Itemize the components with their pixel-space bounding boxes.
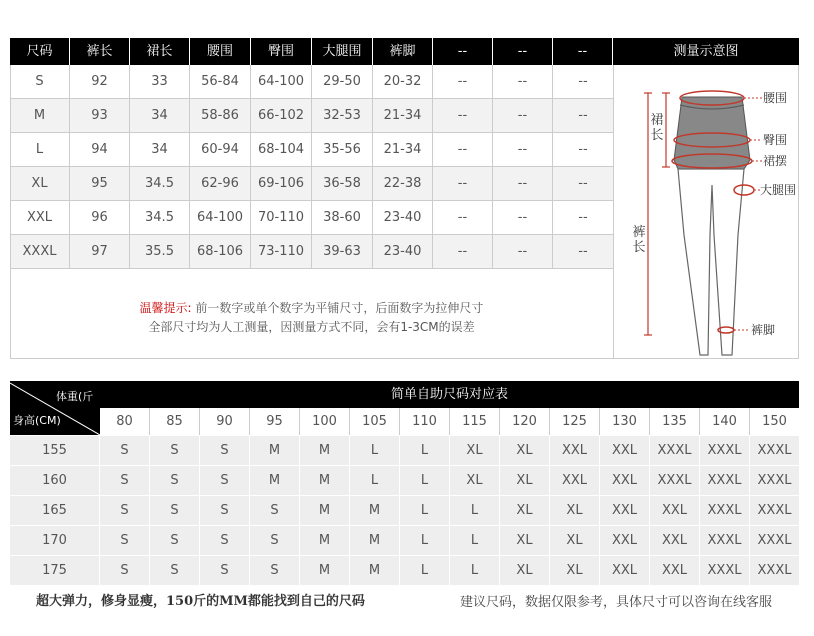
leggings-shape — [678, 169, 744, 355]
label-hip: 臀围 — [763, 133, 788, 147]
size-suggestion-cell: S — [200, 466, 250, 495]
size-cell: -- — [578, 142, 588, 157]
size-cell: -- — [493, 65, 553, 98]
size-cell: 56-84 — [190, 65, 251, 98]
diagram-title: 测量示意图 — [673, 44, 739, 59]
size-suggestion-cell: XXXL — [700, 526, 750, 555]
header-cell: 裤脚 — [373, 38, 433, 65]
size-cell: 34.5 — [130, 167, 190, 200]
size-cell: -- — [578, 108, 588, 123]
size-cell: 33 — [130, 65, 190, 98]
height-row — [10, 555, 799, 585]
header-cell: 臀围 — [251, 38, 312, 65]
size-cell: L — [10, 133, 70, 166]
size-cell: 64-100 — [190, 201, 251, 234]
label-pants-length: 裤长 — [632, 225, 646, 255]
size-cell: 35.5 — [130, 235, 190, 268]
size-suggestion-cell: L — [400, 496, 450, 525]
size-suggestion-cell: S — [250, 556, 300, 585]
size-suggestion-cell: S — [250, 496, 300, 525]
weight-cell: 120 — [500, 408, 550, 435]
size-cell: -- — [433, 133, 493, 166]
size-suggestion-cell: XL — [500, 526, 550, 555]
size-cell: -- — [433, 167, 493, 200]
label-leg-opening: 裤脚 — [751, 323, 776, 337]
size-suggestion-cell: XXL — [600, 466, 650, 495]
size-suggestion-cell: XXXL — [700, 436, 750, 465]
size-cell: 34 — [130, 133, 190, 166]
size-suggestion-cell: S — [100, 436, 150, 465]
size-suggestion-cell: XXL — [600, 526, 650, 555]
size-cell: -- — [578, 176, 588, 191]
size-suggestion-cell: S — [250, 526, 300, 555]
size-suggestion-cell: XXL — [550, 466, 600, 495]
weight-cell: 115 — [450, 408, 500, 435]
size-suggestion-cell: XL — [550, 496, 600, 525]
size-suggestion-cell: L — [350, 436, 400, 465]
weight-cell: 80 — [100, 408, 150, 435]
size-row — [10, 235, 613, 269]
size-cell: 21-34 — [373, 133, 433, 166]
size-suggestion-cell: XXL — [650, 556, 700, 585]
size-cell: 62-96 — [190, 167, 251, 200]
size-suggestion-cell: L — [450, 496, 500, 525]
size-suggestion-cell: L — [400, 436, 450, 465]
size-cell: -- — [493, 167, 553, 200]
weight-cell: 85 — [150, 408, 200, 435]
size-suggestion-cell: S — [100, 466, 150, 495]
height-cell: 155 — [10, 436, 100, 465]
size-suggestion-cell: M — [300, 436, 350, 465]
size-cell: 92 — [70, 65, 130, 98]
size-suggestion-cell: L — [450, 526, 500, 555]
size-cell: 58-86 — [190, 99, 251, 132]
size-cell: 69-106 — [251, 167, 312, 200]
size-cell: 96 — [70, 201, 130, 234]
size-suggestion-cell: S — [200, 496, 250, 525]
header-cell: 大腿围 — [312, 38, 373, 65]
size-row — [10, 167, 613, 201]
size-suggestion-cell: XXXL — [750, 496, 799, 525]
size-suggestion-cell: XXL — [550, 436, 600, 465]
size-cell: 23-40 — [373, 235, 433, 268]
size-cell: 38-60 — [312, 201, 373, 234]
size-cell: -- — [578, 74, 588, 89]
size-suggestion-cell: XXL — [600, 436, 650, 465]
header-cell: 腰围 — [190, 38, 251, 65]
size-cell: 66-102 — [251, 99, 312, 132]
height-cell: 165 — [10, 496, 100, 525]
size-row — [10, 65, 613, 99]
size-notes — [10, 271, 613, 359]
footer-slogan: 超大弹力，修身显瘦，150斤的MM都能找到自己的尺码 — [36, 594, 365, 609]
size-suggestion-cell: L — [400, 556, 450, 585]
size-suggestion-cell: XXXL — [750, 436, 799, 465]
size-suggestion-cell: S — [150, 496, 200, 525]
size-suggestion-cell: L — [450, 556, 500, 585]
size-cell: -- — [493, 99, 553, 132]
size-cell: 93 — [70, 99, 130, 132]
weight-cell: 100 — [300, 408, 350, 435]
size-cell: -- — [493, 133, 553, 166]
label-thigh: 大腿围 — [760, 183, 797, 197]
size-cell: 21-34 — [373, 99, 433, 132]
size-suggestion-cell: XXXL — [700, 556, 750, 585]
label-skirt-hem: 裙摆 — [763, 154, 788, 168]
size-suggestion-cell: M — [300, 556, 350, 585]
size-cell: -- — [433, 201, 493, 234]
size-suggestion-cell: M — [250, 436, 300, 465]
height-axis-label: 身高(CM) — [13, 414, 61, 427]
leggings-illustration — [614, 65, 799, 359]
weight-cell: 90 — [200, 408, 250, 435]
header-cell: 裤长 — [70, 38, 130, 65]
size-suggestion-cell: XL — [550, 556, 600, 585]
size-suggestion-cell: XXXL — [700, 496, 750, 525]
note-line-2: 全部尺寸均为人工测量，因测量方式不同，会有1-3CM的误差 — [148, 320, 475, 334]
size-suggestion-cell: XXL — [600, 556, 650, 585]
size-cell: 70-110 — [251, 201, 312, 234]
size-suggestion-cell: M — [300, 496, 350, 525]
height-cell: 175 — [10, 556, 100, 585]
weight-cell: 125 — [550, 408, 600, 435]
size-suggestion-cell: S — [150, 556, 200, 585]
size-suggestion-cell: XXXL — [650, 436, 700, 465]
weight-cell: 135 — [650, 408, 700, 435]
size-cell: 36-58 — [312, 167, 373, 200]
size-cell: -- — [433, 235, 493, 268]
header-cell: 尺码 — [10, 38, 70, 65]
size-cell: 35-56 — [312, 133, 373, 166]
size-suggestion-cell: XL — [500, 556, 550, 585]
header-cell: -- — [493, 38, 553, 65]
size-cell: M — [10, 99, 70, 132]
weight-row — [100, 408, 799, 435]
size-cell: 97 — [70, 235, 130, 268]
size-suggestion-cell: XL — [500, 496, 550, 525]
size-cell: 34.5 — [130, 201, 190, 234]
size-cell: 68-106 — [190, 235, 251, 268]
size-suggestion-cell: S — [100, 526, 150, 555]
size-cell: 64-100 — [251, 65, 312, 98]
size-suggestion-cell: M — [350, 556, 400, 585]
label-waist: 腰围 — [763, 91, 788, 105]
size-suggestion-cell: XXXL — [750, 526, 799, 555]
size-cell: 68-104 — [251, 133, 312, 166]
size-suggestion-cell: XL — [450, 436, 500, 465]
size-suggestion-cell: XXXL — [700, 466, 750, 495]
size-suggestion-cell: M — [350, 526, 400, 555]
height-cell: 170 — [10, 526, 100, 555]
weight-cell: 110 — [400, 408, 450, 435]
weight-cell: 150 — [762, 414, 787, 429]
size-reference-table — [10, 381, 799, 587]
size-table — [10, 38, 799, 359]
size-row — [10, 133, 613, 167]
size-suggestion-cell: XL — [500, 466, 550, 495]
axis-corner — [10, 381, 100, 435]
size-suggestion-cell: S — [100, 496, 150, 525]
weight-cell: 95 — [250, 408, 300, 435]
size-cell: 29-50 — [312, 65, 373, 98]
size-suggestion-cell: M — [300, 466, 350, 495]
header-cell: -- — [553, 38, 613, 65]
size-cell: XXL — [10, 201, 70, 234]
size-cell: 34 — [130, 99, 190, 132]
weight-cell: 140 — [700, 408, 750, 435]
height-cell: 160 — [10, 466, 100, 495]
height-row — [10, 525, 799, 555]
footer-disclaimer: 建议尺码，数据仅限参考，具体尺寸可以咨询在线客服 — [460, 595, 773, 610]
header-cell: 裙长 — [130, 38, 190, 65]
size-cell: 32-53 — [312, 99, 373, 132]
size-suggestion-cell: S — [200, 556, 250, 585]
size-cell: 94 — [70, 133, 130, 166]
size-cell: -- — [493, 201, 553, 234]
size-suggestion-cell: S — [150, 466, 200, 495]
size-cell: -- — [433, 65, 493, 98]
height-row — [10, 495, 799, 525]
note-text-1: 前一数字或单个数字为平铺尺寸，后面数字为拉伸尺寸 — [195, 301, 484, 315]
size-suggestion-cell: XL — [500, 436, 550, 465]
weight-cell: 130 — [600, 408, 650, 435]
label-skirt-length: 裙长 — [650, 113, 664, 143]
note-tip: 温馨提示: — [139, 301, 192, 315]
size-suggestion-cell: S — [200, 526, 250, 555]
size-suggestion-cell: XXXL — [750, 466, 799, 495]
size-cell: 60-94 — [190, 133, 251, 166]
size-suggestion-cell: S — [100, 556, 150, 585]
size-cell: -- — [578, 244, 588, 259]
size-suggestion-cell: XXXL — [750, 556, 799, 585]
header-cell: -- — [433, 38, 493, 65]
size-suggestion-cell: XXXL — [650, 466, 700, 495]
size-suggestion-cell: XL — [450, 466, 500, 495]
size-suggestion-cell: M — [350, 496, 400, 525]
height-row — [10, 435, 799, 465]
measurement-diagram — [614, 65, 799, 359]
size-cell: 73-110 — [251, 235, 312, 268]
size-cell: S — [10, 65, 70, 98]
size-cell: -- — [433, 99, 493, 132]
size-suggestion-cell: XL — [550, 526, 600, 555]
size-suggestion-cell: L — [400, 526, 450, 555]
reference-table-title: 简单自助尺码对应表 — [390, 387, 508, 402]
size-cell: 39-63 — [312, 235, 373, 268]
size-cell: 23-40 — [373, 201, 433, 234]
height-row — [10, 465, 799, 495]
size-row — [10, 99, 613, 133]
size-suggestion-cell: L — [350, 466, 400, 495]
note-line-1 — [10, 299, 613, 316]
size-table-header — [10, 38, 799, 65]
size-suggestion-cell: M — [250, 466, 300, 495]
size-row — [10, 201, 613, 235]
size-cell: 20-32 — [373, 65, 433, 98]
size-cell: 95 — [70, 167, 130, 200]
size-cell: XXXL — [10, 235, 70, 268]
size-suggestion-cell: M — [300, 526, 350, 555]
size-cell: -- — [493, 235, 553, 268]
size-suggestion-cell: S — [200, 436, 250, 465]
size-suggestion-cell: XXL — [600, 496, 650, 525]
size-cell: XL — [10, 167, 70, 200]
weight-axis-label: 体重(斤 — [56, 390, 94, 403]
size-cell: -- — [578, 210, 588, 225]
weight-cell: 105 — [350, 408, 400, 435]
size-suggestion-cell: XXL — [650, 526, 700, 555]
size-suggestion-cell: L — [400, 466, 450, 495]
size-suggestion-cell: XXL — [650, 496, 700, 525]
corner-diagonal — [10, 381, 100, 435]
size-cell: 22-38 — [373, 167, 433, 200]
size-suggestion-cell: S — [150, 526, 200, 555]
size-suggestion-cell: S — [150, 436, 200, 465]
